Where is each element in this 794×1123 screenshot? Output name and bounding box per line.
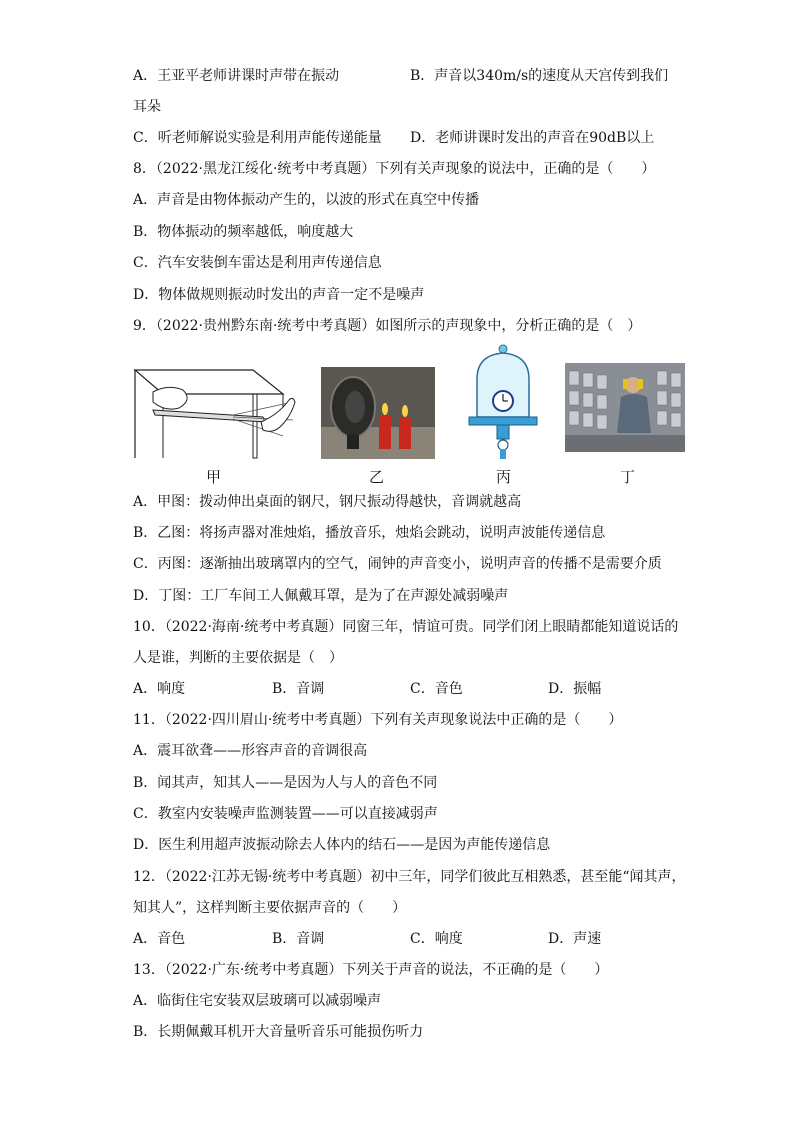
q7-option-a: A．王亚平老师讲课时声带在振动 xyxy=(133,68,340,84)
q9-option-a: A．甲图：拨动伸出桌面的钢尺，钢尺振动得越快，音调就越高 xyxy=(133,494,522,510)
q13-option-b: B．长期佩戴耳机开大音量听音乐可能损伤听力 xyxy=(133,1024,424,1040)
figure-factory-worker-earmuffs xyxy=(565,363,685,452)
q8-option-a: A．声音是由物体振动产生的，以波的形式在真空中传播 xyxy=(133,192,480,208)
figure-bell-jar-clock xyxy=(467,343,539,463)
q11-option-d: D．医生利用超声波振动除去人体内的结石——是因为声能传递信息 xyxy=(133,837,551,853)
q13-option-a: A．临街住宅安装双层玻璃可以减弱噪声 xyxy=(133,993,382,1009)
q12-stem-line1: 12．（2022·江苏无锡·统考中考真题）初中三年，同学们彼此互相熟悉，甚至能“闻其声， xyxy=(133,869,686,885)
q11-option-c: C．教室内安装噪声监测装置——可以直接减弱声 xyxy=(133,806,438,822)
q7-option-b-continued: 耳朵 xyxy=(133,99,161,115)
q8-option-d: D．物体做规则振动时发出的声音一定不是噪声 xyxy=(133,287,425,303)
caption-bing: 丙 xyxy=(496,468,512,486)
caption-ding: 丁 xyxy=(620,468,636,486)
q12-option-b: B．音调 xyxy=(272,931,325,947)
q8-option-c: C．汽车安装倒车雷达是利用声传递信息 xyxy=(133,255,382,271)
q12-stem-line2: 知其人”，这样判断主要依据声音的（ ） xyxy=(133,900,407,916)
q7-option-c: C．听老师解说实验是利用声能传递能量 xyxy=(133,130,382,146)
q10-option-c: C．音色 xyxy=(410,681,463,697)
q9-option-d: D．丁图：工厂车间工人佩戴耳罩，是为了在声源处减弱噪声 xyxy=(133,588,509,604)
q13-stem: 13．（2022·广东·统考中考真题）下列关于声音的说法，不正确的是（ ） xyxy=(133,962,609,978)
q9-option-b: B．乙图：将扬声器对准烛焰，播放音乐，烛焰会跳动，说明声波能传递信息 xyxy=(133,525,606,541)
caption-yi: 乙 xyxy=(369,468,385,486)
q9-option-c: C．丙图：逐渐抽出玻璃罩内的空气，闹钟的声音变小，说明声音的传播不是需要介质 xyxy=(133,556,662,572)
q10-stem-line2: 人是谁，判断的主要依据是（ ） xyxy=(133,650,343,666)
q12-option-d: D．声速 xyxy=(548,931,602,947)
figure-ruler-on-table xyxy=(133,362,305,460)
q10-option-b: B．音调 xyxy=(272,681,325,697)
q10-option-a: A．响度 xyxy=(133,681,186,697)
q12-option-c: C．响度 xyxy=(410,931,463,947)
q9-stem: 9．（2022·贵州黔东南·统考中考真题）如图所示的声现象中，分析正确的是（ ） xyxy=(133,318,642,334)
caption-jia: 甲 xyxy=(206,468,222,486)
q10-option-d: D．振幅 xyxy=(548,681,602,697)
q11-option-b: B．闻其声，知其人——是因为人与人的音色不同 xyxy=(133,775,438,791)
q11-stem: 11．（2022·四川眉山·统考中考真题）下列有关声现象说法中正确的是（ ） xyxy=(133,712,623,728)
q7-option-b: B．声音以340m/s的速度从天宫传到我们 xyxy=(410,68,669,84)
q8-stem: 8．（2022·黑龙江绥化·统考中考真题）下列有关声现象的说法中，正确的是（ ） xyxy=(133,161,656,177)
q7-option-d: D．老师讲课时发出的声音在90dB以上 xyxy=(410,130,655,146)
q8-option-b: B．物体振动的频率越低，响度越大 xyxy=(133,224,354,240)
q10-stem-line1: 10．（2022·海南·统考中考真题）同窗三年，情谊可贵。同学们闭上眼睛都能知道说话的 xyxy=(133,619,679,635)
q11-option-a: A．震耳欲聋——形容声音的音调很高 xyxy=(133,743,368,759)
figure-speaker-candles xyxy=(321,367,435,459)
q12-option-a: A．音色 xyxy=(133,931,186,947)
